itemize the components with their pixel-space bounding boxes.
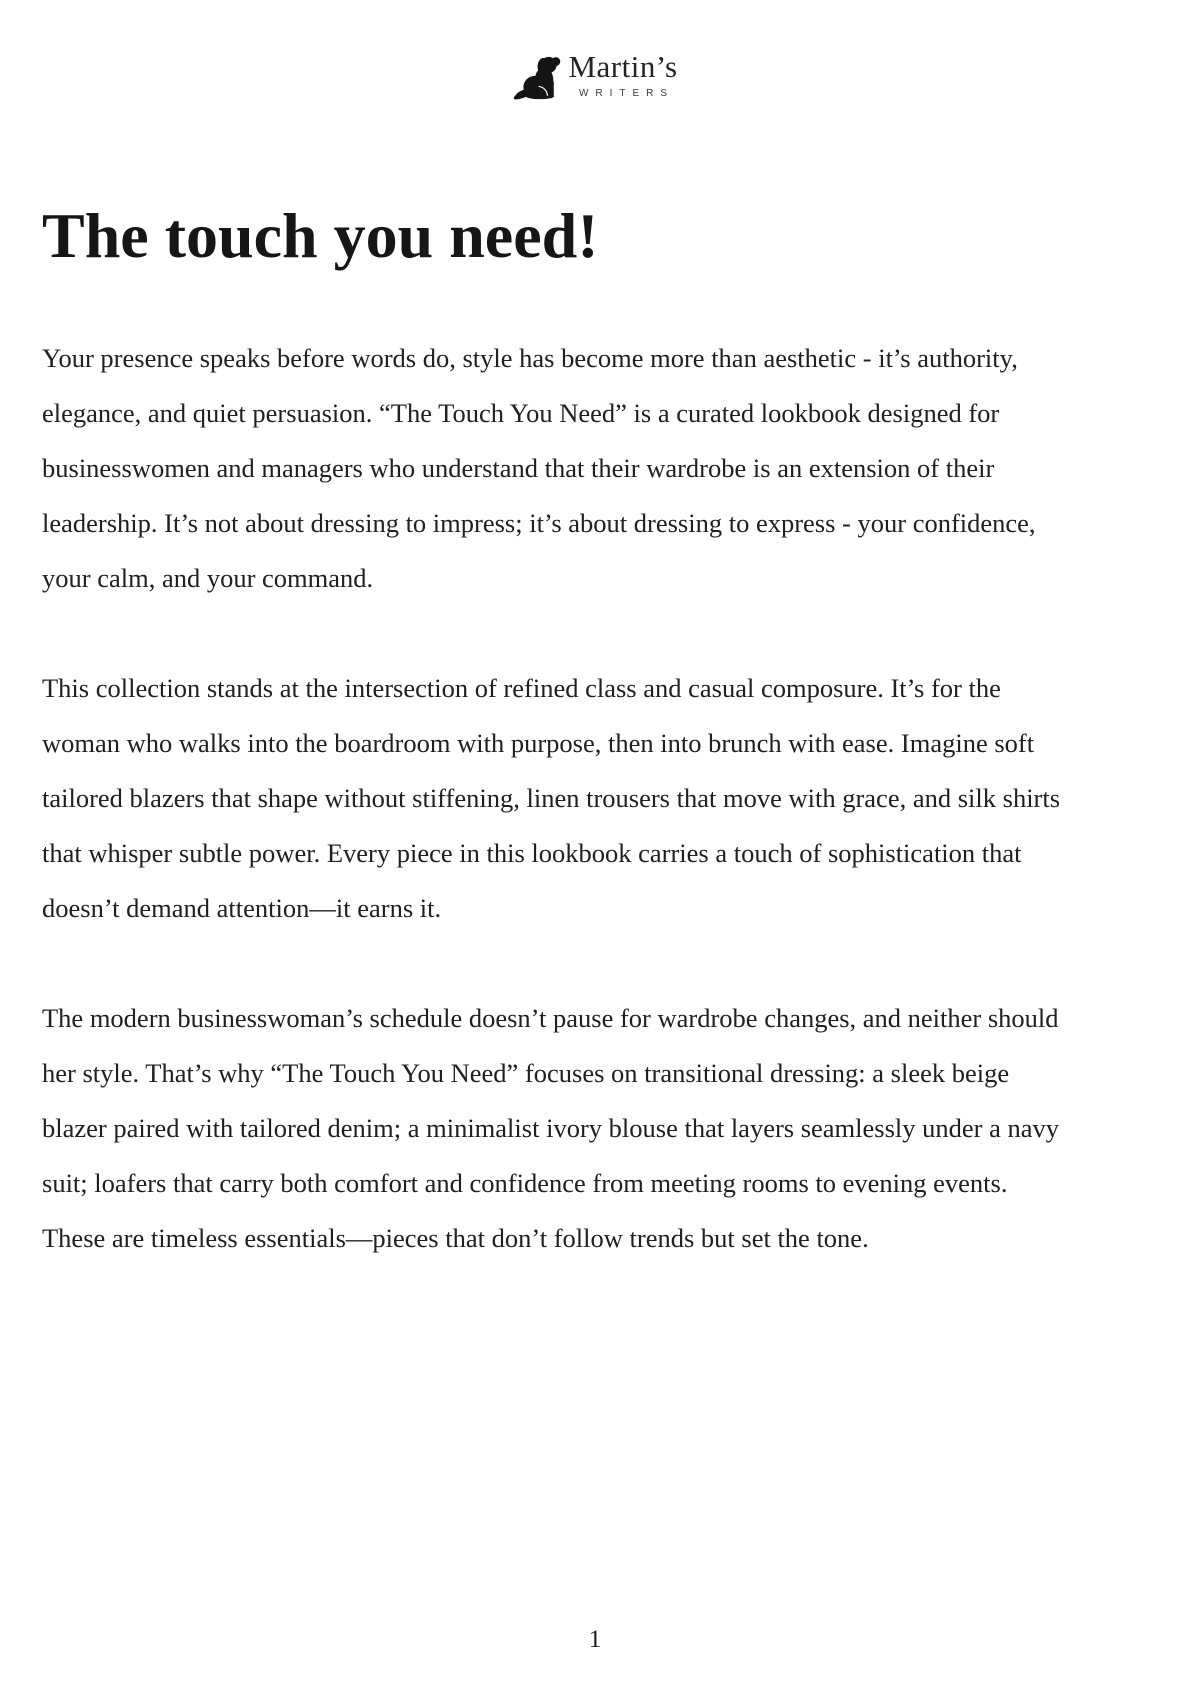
page-number: 1 <box>588 1626 602 1653</box>
logo <box>0 0 1190 102</box>
dog-icon <box>512 54 566 102</box>
page-title: The touch you need! <box>42 200 599 271</box>
paragraph-2: This collection stands at the intersection of refined class and casual composure. It’s for the woman who walks into the boardroom with purpose, then into brunch with ease. Imagine soft tailored blazers that shape without stiffening, linen trousers that move with grace, and silk shirts that whisper subtle power. Every piece in this lookbook carries a touch of sophistication that doesn’t demand attention—it earns it. <box>42 672 1061 923</box>
logo-lockup <box>512 50 677 102</box>
paragraph-3: The modern businesswoman’s schedule doesn’t pause for wardrobe changes, and neither should her style. That’s why “The Touch You Need” focuses on transitional dressing: a sleek beige blazer paired with tailored denim; a minimalist ivory blouse that layers seamlessly under a navy suit; loafers that carry both comfort and confidence from meeting rooms to evening events. These are timeless essentials—pieces that don’t follow trends but set the tone. <box>42 1002 1060 1253</box>
brand-tagline: WRITERS <box>578 88 675 100</box>
document-content <box>0 198 1190 1266</box>
logo-text <box>568 50 677 99</box>
brand-name: Martin’s <box>568 49 678 84</box>
page-footer <box>0 1626 1190 1654</box>
paragraph-1: Your presence speaks before words do, style has become more than aesthetic - it’s authority, elegance, and quiet persuasion. “The Touch You Need” is a curated lookbook designed for businesswomen and managers who understand that their wardrobe is an extension of their leadership. It’s not about dressing to impress; it’s about dressing to express - your confidence, your calm, and your command. <box>42 342 1036 593</box>
